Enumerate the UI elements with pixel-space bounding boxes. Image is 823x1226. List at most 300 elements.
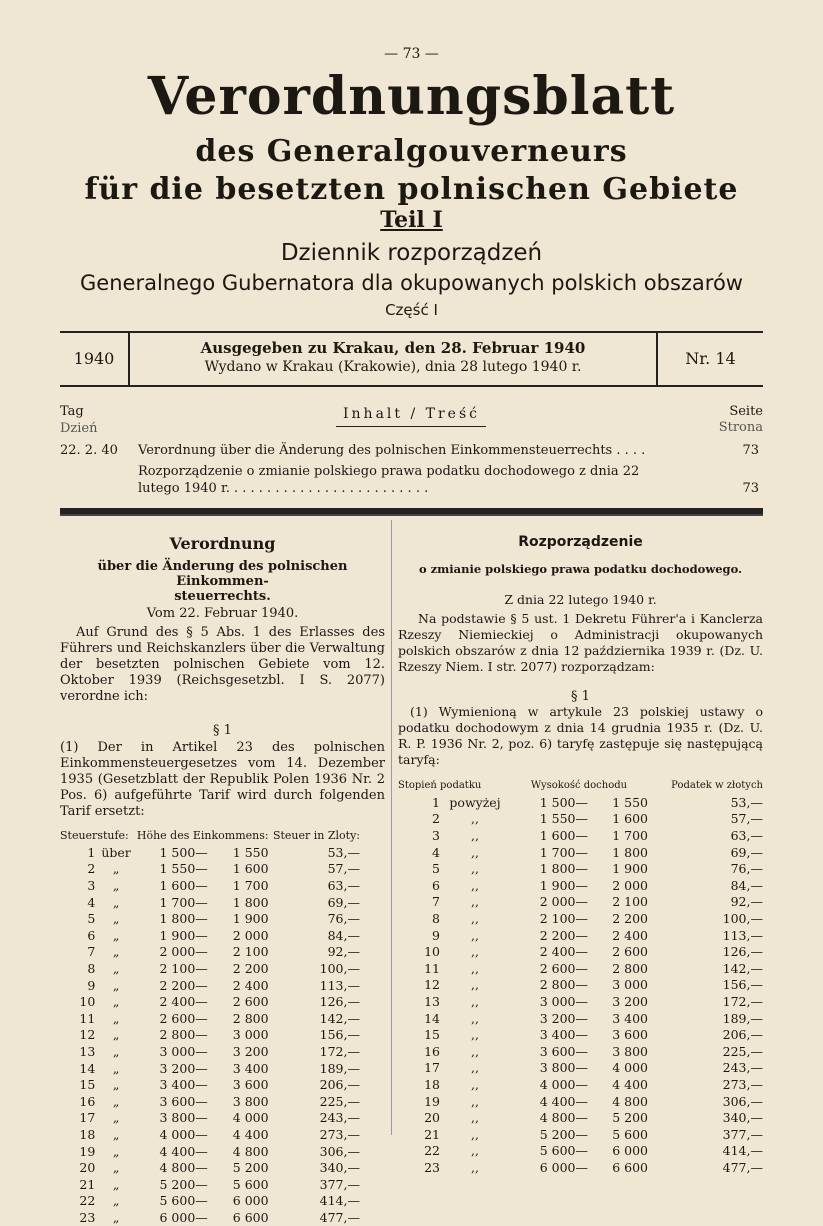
pl-tariff-qualifier: ,, bbox=[471, 1027, 479, 1043]
de-tariff-row bbox=[60, 928, 360, 945]
pl-tariff-qualifier: ,, bbox=[471, 894, 479, 910]
de-tariff-qualifier: „ bbox=[112, 1126, 120, 1142]
de-tariff-qualifier: „ bbox=[112, 961, 120, 977]
de-tariff-income-from: 3 800— bbox=[159, 1110, 208, 1126]
de-tariff-row bbox=[60, 1176, 360, 1193]
issue-box bbox=[60, 331, 763, 387]
de-col-hoehe: Höhe des Einkommens: bbox=[136, 829, 269, 843]
pl-tariff-tax: 53,— bbox=[730, 794, 763, 810]
de-tariff-tax: 172,— bbox=[319, 1044, 360, 1060]
pl-tariff-qualifier: ,, bbox=[471, 1159, 479, 1175]
toc-heading-rule bbox=[336, 426, 486, 427]
pl-tariff-level: 5 bbox=[432, 861, 440, 877]
de-tariff-income-to: 4 000 bbox=[232, 1110, 269, 1126]
masthead-part-pl: Część I bbox=[385, 301, 438, 319]
de-tariff-level: 12 bbox=[79, 1027, 96, 1043]
de-tariff-row bbox=[60, 1160, 360, 1177]
section-divider bbox=[60, 508, 763, 516]
pl-tariff-income-to: 2 400 bbox=[612, 927, 648, 943]
pl-tariff-row bbox=[398, 1110, 763, 1127]
de-tariff-income-from: 2 600— bbox=[159, 1010, 208, 1026]
de-tariff-row bbox=[60, 1094, 360, 1111]
de-tariff-row bbox=[60, 1011, 360, 1028]
de-tariff-tax: 189,— bbox=[319, 1060, 360, 1076]
pl-tariff-income-to: 2 800 bbox=[612, 960, 648, 976]
pl-tariff-level: 15 bbox=[424, 1027, 440, 1043]
pl-tariff-level: 14 bbox=[424, 1010, 440, 1026]
pl-tariff-level: 8 bbox=[432, 911, 440, 927]
de-tariff-level: 15 bbox=[79, 1077, 96, 1093]
pl-tariff-income-to: 2 200 bbox=[612, 911, 648, 927]
de-tariff-tax: 414,— bbox=[319, 1193, 360, 1209]
pl-tariff-qualifier: ,, bbox=[471, 1126, 479, 1142]
de-tariff-income-from: 6 000— bbox=[159, 1209, 208, 1225]
de-tariff-income-to: 3 600 bbox=[232, 1077, 269, 1093]
toc-entry-pl-1: Rozporządzenie o zmianie polskiego prawa podatku dochodowego z dnia 22 bbox=[138, 464, 640, 479]
de-tariff-row bbox=[60, 1110, 360, 1127]
pl-tariff-row bbox=[398, 1093, 763, 1110]
pl-col-wys: Wysokość dochodu bbox=[530, 780, 628, 792]
pl-tariff-level: 6 bbox=[432, 877, 440, 893]
pl-tariff-qualifier: ,, bbox=[471, 927, 479, 943]
pl-tariff-income-from: 1 550— bbox=[539, 811, 588, 827]
de-tariff-income-from: 1 700— bbox=[159, 894, 208, 910]
de-tariff-income-to: 5 600 bbox=[232, 1176, 269, 1192]
pl-tariff-row bbox=[398, 861, 763, 878]
de-tariff-qualifier: „ bbox=[112, 994, 120, 1010]
pl-tariff-qualifier: ,, bbox=[471, 828, 479, 844]
pl-tariff-level: 16 bbox=[424, 1043, 440, 1059]
de-tariff-qualifier: „ bbox=[112, 1027, 120, 1043]
de-tariff-row bbox=[60, 1143, 360, 1160]
de-tariff-tax: 377,— bbox=[319, 1176, 360, 1192]
pl-tariff-income-from: 4 400— bbox=[539, 1093, 588, 1109]
pl-tariff-income-from: 1 600— bbox=[539, 828, 588, 844]
pl-tariff-tax: 306,— bbox=[722, 1093, 763, 1109]
pl-tariff-row bbox=[398, 1060, 763, 1077]
pl-date: Z dnia 22 lutego 1940 r. bbox=[504, 592, 657, 607]
pl-tariff-level: 1 bbox=[432, 794, 440, 810]
pl-tariff-qualifier: ,, bbox=[471, 960, 479, 976]
pl-tariff-level: 20 bbox=[424, 1110, 440, 1126]
de-tariff-level: 2 bbox=[87, 861, 96, 877]
pl-tariff-row bbox=[398, 1126, 763, 1143]
de-tariff-income-to: 3 200 bbox=[232, 1044, 269, 1060]
pl-tariff-tax: 172,— bbox=[722, 994, 763, 1010]
pl-tariff-level: 2 bbox=[432, 811, 440, 827]
pl-tariff-income-to: 2 600 bbox=[612, 944, 648, 960]
de-tariff-tax: 92,— bbox=[327, 944, 360, 960]
pl-tariff-income-to: 4 000 bbox=[612, 1060, 648, 1076]
pl-tariff-tax: 156,— bbox=[722, 977, 763, 993]
de-tariff-tax: 225,— bbox=[319, 1093, 360, 1109]
de-tariff-level: 18 bbox=[79, 1126, 96, 1142]
pl-tariff-income-from: 1 500— bbox=[539, 794, 588, 810]
pl-tariff-level: 22 bbox=[424, 1143, 440, 1159]
pl-tariff-income-to: 1 600 bbox=[612, 811, 648, 827]
de-tariff-income-to: 2 800 bbox=[232, 1010, 269, 1026]
de-tariff-level: 14 bbox=[79, 1060, 96, 1076]
issued-de: Ausgegeben zu Krakau, den 28. Februar 1940 bbox=[200, 339, 586, 357]
pl-tariff-qualifier: ,, bbox=[471, 877, 479, 893]
pl-tariff-row bbox=[398, 1010, 763, 1027]
de-tariff-row bbox=[60, 878, 360, 895]
pl-tariff-income-from: 1 900— bbox=[539, 877, 588, 893]
masthead-title-pl: Dziennik rozporządzeń bbox=[280, 240, 543, 266]
pl-tariff-income-from: 4 800— bbox=[539, 1110, 588, 1126]
pl-tariff-income-to: 2 100 bbox=[612, 894, 648, 910]
column-divider bbox=[391, 520, 392, 1135]
de-tariff-row bbox=[60, 911, 360, 928]
de-tariff-tax: 142,— bbox=[319, 1010, 360, 1026]
de-tariff-qualifier: „ bbox=[112, 878, 120, 894]
pl-tariff-level: 7 bbox=[432, 894, 440, 910]
toc-entry-date: 22. 2. 40 bbox=[60, 443, 118, 458]
de-tariff-income-from: 1 550— bbox=[159, 861, 208, 877]
de-tariff-level: 13 bbox=[79, 1044, 96, 1060]
de-tariff-row bbox=[60, 1027, 360, 1044]
page-number: — 73 — bbox=[384, 46, 439, 62]
de-tariff-income-from: 1 800— bbox=[159, 911, 208, 927]
issue-number: Nr. 14 bbox=[685, 349, 736, 368]
pl-tariff-table bbox=[398, 778, 763, 1176]
pl-tariff-income-from: 5 200— bbox=[539, 1126, 588, 1142]
pl-tariff-qualifier: ,, bbox=[471, 1060, 479, 1076]
pl-tariff-income-from: 2 800— bbox=[539, 977, 588, 993]
pl-tariff-income-to: 1 900 bbox=[612, 861, 648, 877]
de-tariff-income-to: 1 550 bbox=[232, 844, 269, 860]
de-paragraph-number: § 1 bbox=[213, 723, 232, 738]
pl-tariff-row bbox=[398, 961, 763, 978]
pl-tariff-level: 17 bbox=[424, 1060, 440, 1076]
pl-tariff-row bbox=[398, 1143, 763, 1160]
pl-tariff-tax: 113,— bbox=[722, 927, 763, 943]
pl-tariff-income-from: 3 800— bbox=[539, 1060, 588, 1076]
pl-tariff-income-from: 2 100— bbox=[539, 911, 588, 927]
de-subheading-1: über die Änderung des polnischen Einkommen- bbox=[97, 559, 348, 589]
de-tariff-income-to: 2 600 bbox=[232, 994, 269, 1010]
de-tariff-tax: 206,— bbox=[319, 1077, 360, 1093]
pl-tariff-row bbox=[398, 894, 763, 911]
de-tariff-row bbox=[60, 845, 360, 862]
de-tariff-income-from: 1 600— bbox=[159, 878, 208, 894]
toc-day-de: Tag bbox=[60, 404, 84, 419]
de-date: Vom 22. Februar 1940. bbox=[146, 606, 299, 621]
de-intro: Auf Grund des § 5 Abs. 1 des Erlasses des Führers und Reichskanzlers über die Verwaltung der besetzten polnischen Gebiete vom 12. Oktober 1939 (Reichsgesetzbl. I S. 2077) verordne ich: bbox=[60, 625, 385, 704]
de-tariff-income-to: 2 200 bbox=[232, 961, 269, 977]
de-tariff-tax: 126,— bbox=[319, 994, 360, 1010]
pl-tariff-income-to: 6 000 bbox=[612, 1143, 648, 1159]
pl-col-podatek: Podatek w złotych bbox=[671, 780, 763, 792]
pl-subheading: o zmianie polskiego prawa podatku dochodowego. bbox=[418, 562, 743, 576]
de-tariff-tax: 84,— bbox=[327, 927, 360, 943]
pl-tariff-income-to: 6 600 bbox=[612, 1159, 648, 1175]
pl-tariff-income-from: 3 600— bbox=[539, 1043, 588, 1059]
de-tariff-income-from: 4 800— bbox=[159, 1160, 208, 1176]
de-tariff-row bbox=[60, 861, 360, 878]
pl-tariff-row bbox=[398, 944, 763, 961]
de-tariff-qualifier: „ bbox=[112, 1010, 120, 1026]
de-paragraph: (1) Der in Artikel 23 des polnischen Einkommensteuergesetzes vom 14. Dezember 1935 (Gesetzblatt der Republik Polen 1936 Nr. 2 Pos. 6) aufgeführte Tarif wird durch folgenden Tarif ersetzt: bbox=[60, 740, 385, 819]
de-tariff-qualifier: „ bbox=[112, 1044, 120, 1060]
de-tariff-income-to: 1 800 bbox=[232, 894, 269, 910]
pl-tariff-row bbox=[398, 977, 763, 994]
pl-tariff-level: 4 bbox=[432, 844, 440, 860]
de-tariff-row bbox=[60, 944, 360, 961]
pl-tariff-income-to: 1 700 bbox=[612, 828, 648, 844]
de-tariff-level: 19 bbox=[79, 1143, 96, 1159]
pl-tariff-tax: 340,— bbox=[722, 1110, 763, 1126]
de-tariff-income-to: 6 600 bbox=[232, 1209, 269, 1225]
issue-year: 1940 bbox=[60, 333, 130, 385]
de-tariff-level: 4 bbox=[87, 894, 96, 910]
pl-tariff-tax: 76,— bbox=[730, 861, 763, 877]
de-tariff-level: 20 bbox=[79, 1160, 96, 1176]
pl-tariff-income-to: 3 400 bbox=[612, 1010, 648, 1026]
de-tariff-income-to: 4 800 bbox=[232, 1143, 269, 1159]
de-tariff-income-from: 3 000— bbox=[159, 1044, 208, 1060]
toc-entry-de-page: 73 bbox=[742, 443, 759, 458]
pl-tariff-row bbox=[398, 878, 763, 895]
toc-entry-pl-page: 73 bbox=[742, 481, 759, 496]
de-tariff-income-from: 2 000— bbox=[159, 944, 208, 960]
pl-tariff-qualifier: ,, bbox=[471, 811, 479, 827]
de-tariff-income-to: 4 400 bbox=[232, 1126, 269, 1142]
de-tariff-income-to: 6 000 bbox=[232, 1193, 269, 1209]
toc-entry-de: Verordnung über die Änderung des polnischen Einkommensteuerrechts . . . . bbox=[138, 443, 646, 458]
pl-tariff-income-to: 5 600 bbox=[612, 1126, 648, 1142]
de-tariff-tax: 63,— bbox=[327, 878, 360, 894]
de-tariff-income-from: 2 100— bbox=[159, 961, 208, 977]
toc-heading: Inhalt / Treść bbox=[343, 406, 480, 422]
de-tariff-tax: 340,— bbox=[319, 1160, 360, 1176]
de-tariff-level: 16 bbox=[79, 1093, 96, 1109]
pl-tariff-row bbox=[398, 1027, 763, 1044]
pl-tariff-income-to: 1 550 bbox=[612, 794, 648, 810]
pl-tariff-income-from: 4 000— bbox=[539, 1076, 588, 1092]
de-tariff-level: 1 bbox=[87, 844, 96, 860]
pl-tariff-income-from: 2 400— bbox=[539, 944, 588, 960]
de-tariff-qualifier: „ bbox=[112, 1093, 120, 1109]
de-tariff-qualifier: „ bbox=[112, 911, 120, 927]
de-tariff-tax: 76,— bbox=[327, 911, 360, 927]
pl-tariff-row bbox=[398, 795, 763, 812]
pl-tariff-tax: 126,— bbox=[722, 944, 763, 960]
pl-tariff-row bbox=[398, 911, 763, 928]
de-subheading-2: steuerrechts. bbox=[174, 589, 271, 604]
toc-entry-pl-2: lutego 1940 r. . . . . . . . . . . . . . . . . . . . . . . . . bbox=[138, 481, 429, 496]
de-tariff-qualifier: „ bbox=[112, 927, 120, 943]
pl-tariff-qualifier: ,, bbox=[471, 1010, 479, 1026]
de-tariff-income-from: 5 200— bbox=[159, 1176, 208, 1192]
de-tariff-row bbox=[60, 977, 360, 994]
pl-tariff-tax: 225,— bbox=[722, 1043, 763, 1059]
pl-tariff-tax: 84,— bbox=[730, 877, 763, 893]
de-tariff-qualifier: „ bbox=[112, 1143, 120, 1159]
de-tariff-income-from: 2 800— bbox=[159, 1027, 208, 1043]
pl-tariff-row bbox=[398, 1077, 763, 1094]
de-tariff-level: 6 bbox=[87, 927, 96, 943]
pl-tariff-row bbox=[398, 927, 763, 944]
de-tariff-qualifier: „ bbox=[112, 1160, 120, 1176]
pl-heading: Rozporządzenie bbox=[518, 534, 643, 550]
pl-tariff-income-to: 4 400 bbox=[612, 1076, 648, 1092]
masthead-part-de: Teil I bbox=[380, 207, 443, 233]
pl-tariff-income-to: 3 200 bbox=[612, 994, 648, 1010]
pl-tariff-tax: 100,— bbox=[722, 911, 763, 927]
de-tariff-income-from: 2 200— bbox=[159, 977, 208, 993]
de-tariff-income-to: 5 200 bbox=[232, 1160, 269, 1176]
pl-tariff-level: 12 bbox=[424, 977, 440, 993]
de-heading: Verordnung bbox=[169, 534, 276, 553]
de-tariff-level: 21 bbox=[79, 1176, 96, 1192]
de-tariff-income-to: 3 400 bbox=[232, 1060, 269, 1076]
pl-tariff-row bbox=[398, 828, 763, 845]
de-tariff-tax: 57,— bbox=[327, 861, 360, 877]
de-tariff-income-from: 1 900— bbox=[159, 927, 208, 943]
pl-tariff-row bbox=[398, 994, 763, 1011]
pl-tariff-tax: 273,— bbox=[722, 1076, 763, 1092]
de-tariff-level: 5 bbox=[87, 911, 96, 927]
pl-tariff-income-from: 2 200— bbox=[539, 927, 588, 943]
de-tariff-tax: 306,— bbox=[319, 1143, 360, 1159]
pl-tariff-income-from: 5 600— bbox=[539, 1143, 588, 1159]
pl-tariff-tax: 63,— bbox=[730, 828, 763, 844]
pl-intro: Na podstawie § 5 ust. 1 Dekretu Führer'a i Kanclerza Rzeszy Niemieckiej o Administracji okupowanych polskich obszarów z dnia 12 października 1939 r. (Dz. U. Rzeszy Niem. I str. 2077) rozporządzam: bbox=[398, 611, 763, 674]
pl-tariff-row bbox=[398, 1044, 763, 1061]
de-tariff-row bbox=[60, 1127, 360, 1144]
de-tariff-level: 22 bbox=[79, 1193, 96, 1209]
pl-tariff-tax: 57,— bbox=[730, 811, 763, 827]
pl-tariff-income-from: 1 700— bbox=[539, 844, 588, 860]
pl-tariff-tax: 206,— bbox=[722, 1027, 763, 1043]
de-tariff-qualifier: „ bbox=[112, 1193, 120, 1209]
de-tariff-qualifier: „ bbox=[112, 1077, 120, 1093]
de-tariff-row bbox=[60, 1077, 360, 1094]
toc-page-de: Seite bbox=[729, 404, 763, 419]
de-col-steuer: Steuer in Zloty: bbox=[272, 829, 360, 843]
de-tariff-income-from: 4 400— bbox=[159, 1143, 208, 1159]
de-tariff-qualifier: „ bbox=[112, 894, 120, 910]
de-tariff-row bbox=[60, 1210, 360, 1226]
de-tariff-income-to: 1 700 bbox=[232, 878, 269, 894]
pl-tariff-qualifier: ,, bbox=[471, 944, 479, 960]
de-tariff-income-to: 2 400 bbox=[232, 977, 269, 993]
pl-tariff-income-to: 3 000 bbox=[612, 977, 648, 993]
pl-tariff-income-from: 3 200— bbox=[539, 1010, 588, 1026]
de-tariff-qualifier: „ bbox=[112, 1176, 120, 1192]
pl-tariff-tax: 377,— bbox=[722, 1126, 763, 1142]
de-tariff-tax: 69,— bbox=[327, 894, 360, 910]
issue-info bbox=[130, 333, 658, 385]
pl-tariff-qualifier: ,, bbox=[471, 1143, 479, 1159]
de-tariff-qualifier: „ bbox=[112, 977, 120, 993]
pl-tariff-income-from: 2 000— bbox=[539, 894, 588, 910]
de-tariff-row bbox=[60, 1060, 360, 1077]
de-tariff-income-to: 3 800 bbox=[232, 1093, 269, 1109]
de-col-stufe: Steuerstufe: bbox=[60, 829, 129, 843]
pl-tariff-tax: 69,— bbox=[730, 844, 763, 860]
pl-col-stopien: Stopień podatku bbox=[398, 780, 482, 792]
de-tariff-qualifier: „ bbox=[112, 861, 120, 877]
de-tariff-level: 10 bbox=[79, 994, 96, 1010]
masthead-line3: für die besetzten polnischen Gebiete bbox=[84, 172, 739, 207]
pl-tariff-qualifier: ,, bbox=[471, 1076, 479, 1092]
pl-tariff-tax: 92,— bbox=[730, 894, 763, 910]
de-tariff-level: 17 bbox=[79, 1110, 96, 1126]
german-column bbox=[60, 530, 385, 1226]
pl-tariff-qualifier: ,, bbox=[471, 994, 479, 1010]
pl-tariff-level: 13 bbox=[424, 994, 440, 1010]
de-tariff-row bbox=[60, 894, 360, 911]
pl-tariff-level: 23 bbox=[424, 1159, 440, 1175]
toc-day-pl: Dzień bbox=[60, 421, 98, 436]
pl-tariff-level: 11 bbox=[424, 960, 440, 976]
de-tariff-tax: 113,— bbox=[319, 977, 360, 993]
de-tariff-qualifier: über bbox=[101, 844, 131, 860]
de-tariff-level: 8 bbox=[87, 961, 96, 977]
de-tariff-tax: 53,— bbox=[327, 844, 360, 860]
masthead-line2: des Generalgouverneurs bbox=[195, 134, 628, 169]
pl-tariff-income-from: 3 000— bbox=[539, 994, 588, 1010]
de-tariff-level: 23 bbox=[79, 1209, 96, 1225]
de-tariff-row bbox=[60, 994, 360, 1011]
pl-tariff-income-from: 6 000— bbox=[539, 1159, 588, 1175]
pl-tariff-tax: 243,— bbox=[722, 1060, 763, 1076]
pl-tariff-income-to: 5 200 bbox=[612, 1110, 648, 1126]
pl-tariff-qualifier: ,, bbox=[471, 844, 479, 860]
pl-tariff-qualifier: ,, bbox=[471, 861, 479, 877]
de-tariff-qualifier: „ bbox=[112, 1209, 120, 1225]
de-tariff-income-from: 3 600— bbox=[159, 1093, 208, 1109]
pl-tariff-tax: 414,— bbox=[722, 1143, 763, 1159]
de-tariff-qualifier: „ bbox=[112, 1110, 120, 1126]
pl-tariff-qualifier: ,, bbox=[471, 1093, 479, 1109]
pl-tariff-qualifier: ,, bbox=[471, 911, 479, 927]
pl-tariff-income-to: 4 800 bbox=[612, 1093, 648, 1109]
pl-tariff-tax: 477,— bbox=[722, 1159, 763, 1175]
de-tariff-row bbox=[60, 1044, 360, 1061]
de-tariff-income-to: 2 100 bbox=[232, 944, 269, 960]
de-tariff-income-to: 1 600 bbox=[232, 861, 269, 877]
pl-tariff-income-to: 3 600 bbox=[612, 1027, 648, 1043]
de-tariff-income-to: 1 900 bbox=[232, 911, 269, 927]
de-tariff-table bbox=[60, 828, 360, 1226]
pl-tariff-income-from: 1 800— bbox=[539, 861, 588, 877]
de-tariff-level: 7 bbox=[87, 944, 96, 960]
pl-tariff-qualifier: ,, bbox=[471, 1043, 479, 1059]
pl-tariff-tax: 142,— bbox=[722, 960, 763, 976]
pl-tariff-income-from: 3 400— bbox=[539, 1027, 588, 1043]
pl-tariff-income-to: 3 800 bbox=[612, 1043, 648, 1059]
de-tariff-qualifier: „ bbox=[112, 1060, 120, 1076]
pl-tariff-level: 21 bbox=[424, 1126, 440, 1142]
masthead-title: Verordnungsblatt bbox=[147, 66, 676, 127]
pl-tariff-level: 9 bbox=[432, 927, 440, 943]
issued-pl: Wydano w Krakau (Krakowie), dnia 28 lutego 1940 r. bbox=[204, 359, 582, 375]
pl-tariff-row bbox=[398, 1160, 763, 1177]
de-tariff-income-from: 4 000— bbox=[159, 1126, 208, 1142]
pl-tariff-level: 10 bbox=[424, 944, 440, 960]
de-tariff-income-from: 1 500— bbox=[159, 844, 208, 860]
pl-paragraph: (1) Wymienioną w artykule 23 polskiej ustawy o podatku dochodowym z dnia 14 grudnia 1935 r. (Dz. U. R. P. 1936 Nr. 2, poz. 6) taryfę zastępuje się następującą taryfą: bbox=[398, 704, 763, 767]
pl-tariff-qualifier: ,, bbox=[471, 977, 479, 993]
polish-column bbox=[398, 530, 763, 1176]
de-tariff-tax: 100,— bbox=[319, 961, 360, 977]
pl-tariff-level: 18 bbox=[424, 1076, 440, 1092]
de-tariff-row bbox=[60, 1193, 360, 1210]
pl-tariff-qualifier: ,, bbox=[471, 1110, 479, 1126]
